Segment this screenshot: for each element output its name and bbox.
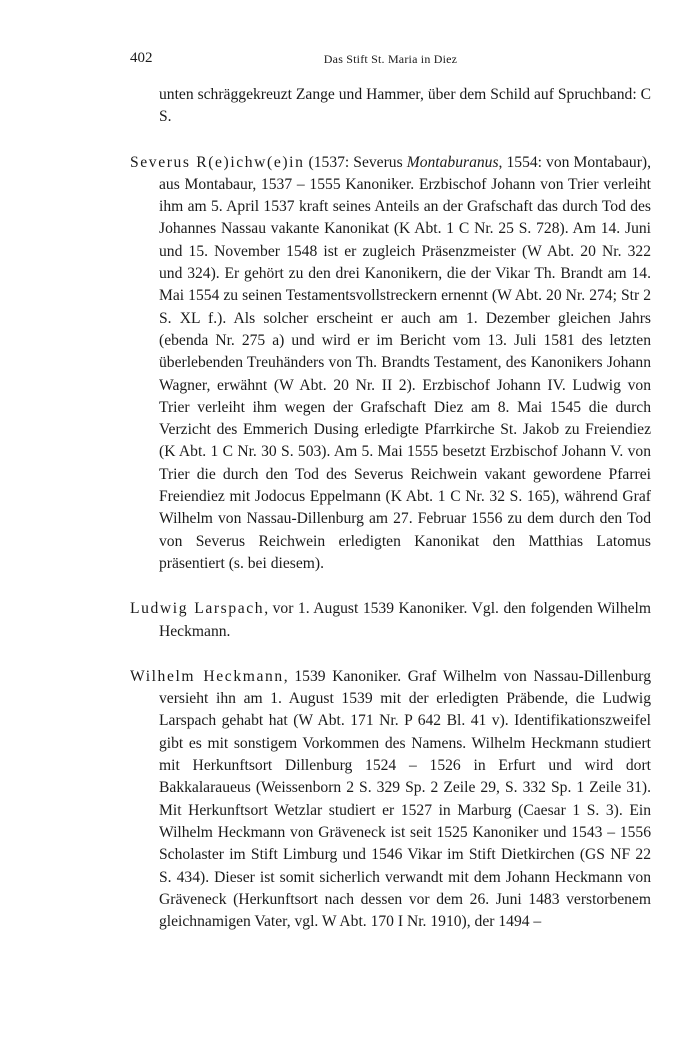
entry-text-italic: Montaburanus [406,153,499,171]
entry-ludwig-larspach [130,598,651,643]
entry-text: , 1539 Kanoniker. Graf Wilhelm von Nassau-Dillenburg versieht ihn am 1. August 1539 mit der erledigten Präbende, die Ludwig Larspach gehabt hat (W Abt. 171 Nr. P 642 Bl. 41 v). Identifikationszweifel gibt es mit sonstigem Vorkommen des Namens. Wilhelm Heckmann studiert mit Herkunftsort Dillenburg 1524 – 1526 in Erfurt und wird dort Bakkalaraueus (Weissenborn 2 S. 329 Sp. 2 Zeile 29, S. 332 Sp. 1 Zeile 31). Mit Herkunftsort Wetzlar studiert er 1527 in Marburg (Caesar 1 S. 3). Ein Wilhelm Heckmann von Gräveneck ist seit 1525 Kanoniker und 1543 – 1556 Scholaster im Stift Limburg und 1546 Vikar im Stift Dietkirchen (GS NF 22 S. 434). Dieser ist somit sicherlich verwandt mit dem Johann Heckmann von Gräveneck (Herkunftsort nach dessen vor dem 26. Juni 1483 verstorbenem gleichnamigen Vater, vgl. W Abt. 170 I Nr. 1910), der 1494 – [159,667,651,931]
page-body [130,84,651,956]
entry-severus-reichwein [130,152,651,576]
page-header [130,50,651,72]
entry-wilhelm-heckmann [130,666,651,934]
entry-text: unten schräggekreuzt Zange und Hammer, über dem Schild auf Spruchband: C S. [159,86,651,126]
entry-text: , 1554: von Montabaur), aus Montabaur, 1537 – 1555 Kanoniker. Erzbischof Johann von Trier verleiht ihm am 5. April 1537 kraft seines Anteils an der Grafschaft das durch Tod des Johannes Nassau vakante Kanonikat (K Abt. 1 C Nr. 25 S. 728). Am 14. Juni und 15. November 1548 ist er zugleich Präsenzmeister (W Abt. 20 Nr. 322 und 324). Er gehört zu den drei Kanonikern, die der Vikar Th. Brandt am 14. Mai 1554 zu seinen Testamentsvollstreckern ernennt (W Abt. 20 Nr. 274; Str 2 S. XL f.). Als solcher erscheint er auch am 1. Dezember gleichen Jahrs (ebenda Nr. 275 a) und wird er im Bericht vom 13. Juli 1581 des letzten überlebenden Treuhänders von Th. Brandts Testament, des Kanonikers Johann Wagner, erwähnt (W Abt. 20 Nr. II 2). Erzbischof Johann IV. Ludwig von Trier verleiht ihm wegen der Grafschaft Diez am 8. Mai 1545 die durch Verzicht des Emmerich Dusing erledigte Pfarrkirche St. Jakob zu Freiendiez (K Abt. 1 C Nr. 30 S. 503). Am 5. Mai 1555 besetzt Erzbischof Johann V. von Trier die durch den Tod des Severus Reichwein vakant gewordene Pfarrei Freiendiez mit Jodocus Eppelmann (K Abt. 1 C Nr. 32 S. 165), während Graf Wilhelm von Nassau-Dillenburg am 27. Februar 1556 zu dem durch den Tod von Severus Reichwein erledigten Kanonikat den Matthias Latomus präsentiert (s. bei diesem). [159,153,651,572]
entry-text: (1537: Severus [304,153,407,171]
page-number: 402 [130,50,153,66]
running-title: Das Stift St. Maria in Diez [323,52,458,66]
entry-name: Severus R(e)ichw(e)in [130,153,305,171]
entry-name: Wilhelm Heckmann [130,667,284,685]
entry-continuation [130,84,651,129]
entry-text: , vor 1. August 1539 Kanoniker. Vgl. den folgenden Wilhelm Heckmann. [159,600,652,640]
entry-name: Ludwig Larspach [130,600,265,618]
